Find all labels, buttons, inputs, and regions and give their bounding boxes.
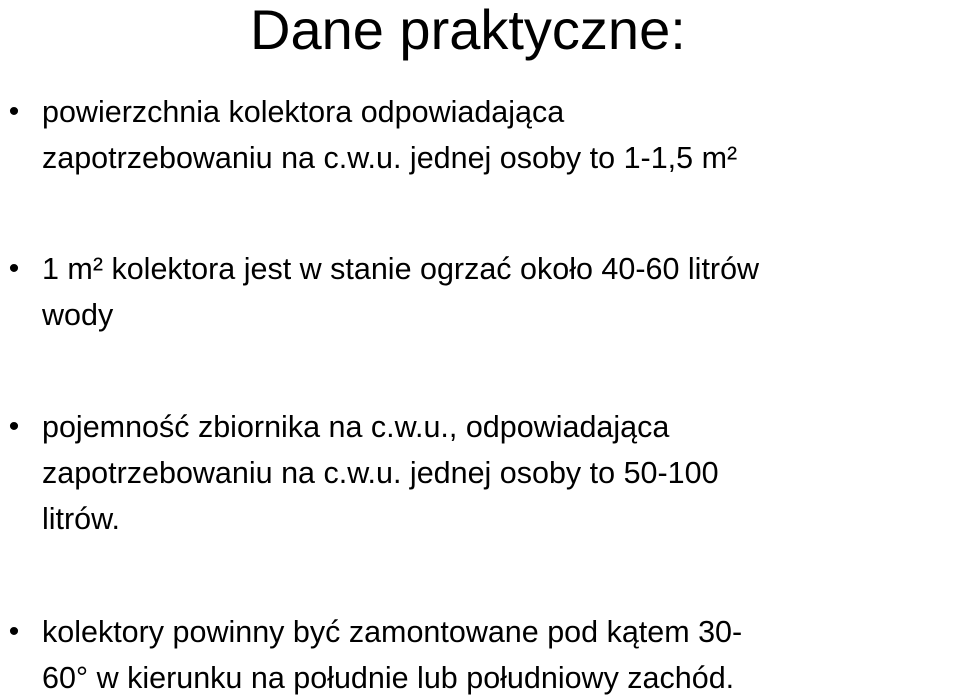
bullet-dot-icon: • (8, 410, 20, 443)
bullet-text (42, 404, 954, 542)
bullet-text-line: zapotrzebowaniu na c.w.u. jednej osoby to 1-1,5 m² (42, 141, 738, 175)
bullet-dot-icon: • (8, 252, 20, 285)
bullet-text-line: kolektory powinny być zamontowane pod kątem 30- (42, 615, 743, 649)
slide-title: Dane praktyczne: (250, 0, 686, 61)
bullet-text (42, 609, 954, 700)
bullet-dot-icon: • (8, 95, 20, 128)
bullet-text (42, 246, 954, 338)
bullet-text-line: zapotrzebowaniu na c.w.u. jednej osoby to 50-100 (42, 456, 719, 490)
bullet-text-line: 60° w kierunku na południe lub południowy zachód. (42, 661, 735, 695)
bullet-text-line: pojemność zbiornika na c.w.u., odpowiadająca (42, 410, 670, 444)
bullet-text-line: wody (42, 298, 114, 332)
bullet-text (42, 89, 954, 181)
bullet-text-line: powierzchnia kolektora odpowiadająca (42, 95, 565, 129)
bullet-dot-icon: • (8, 615, 20, 648)
bullet-text-line: litrów. (42, 502, 120, 536)
bullet-text-line: 1 m² kolektora jest w stanie ogrzać około 40-60 litrów (42, 252, 760, 286)
